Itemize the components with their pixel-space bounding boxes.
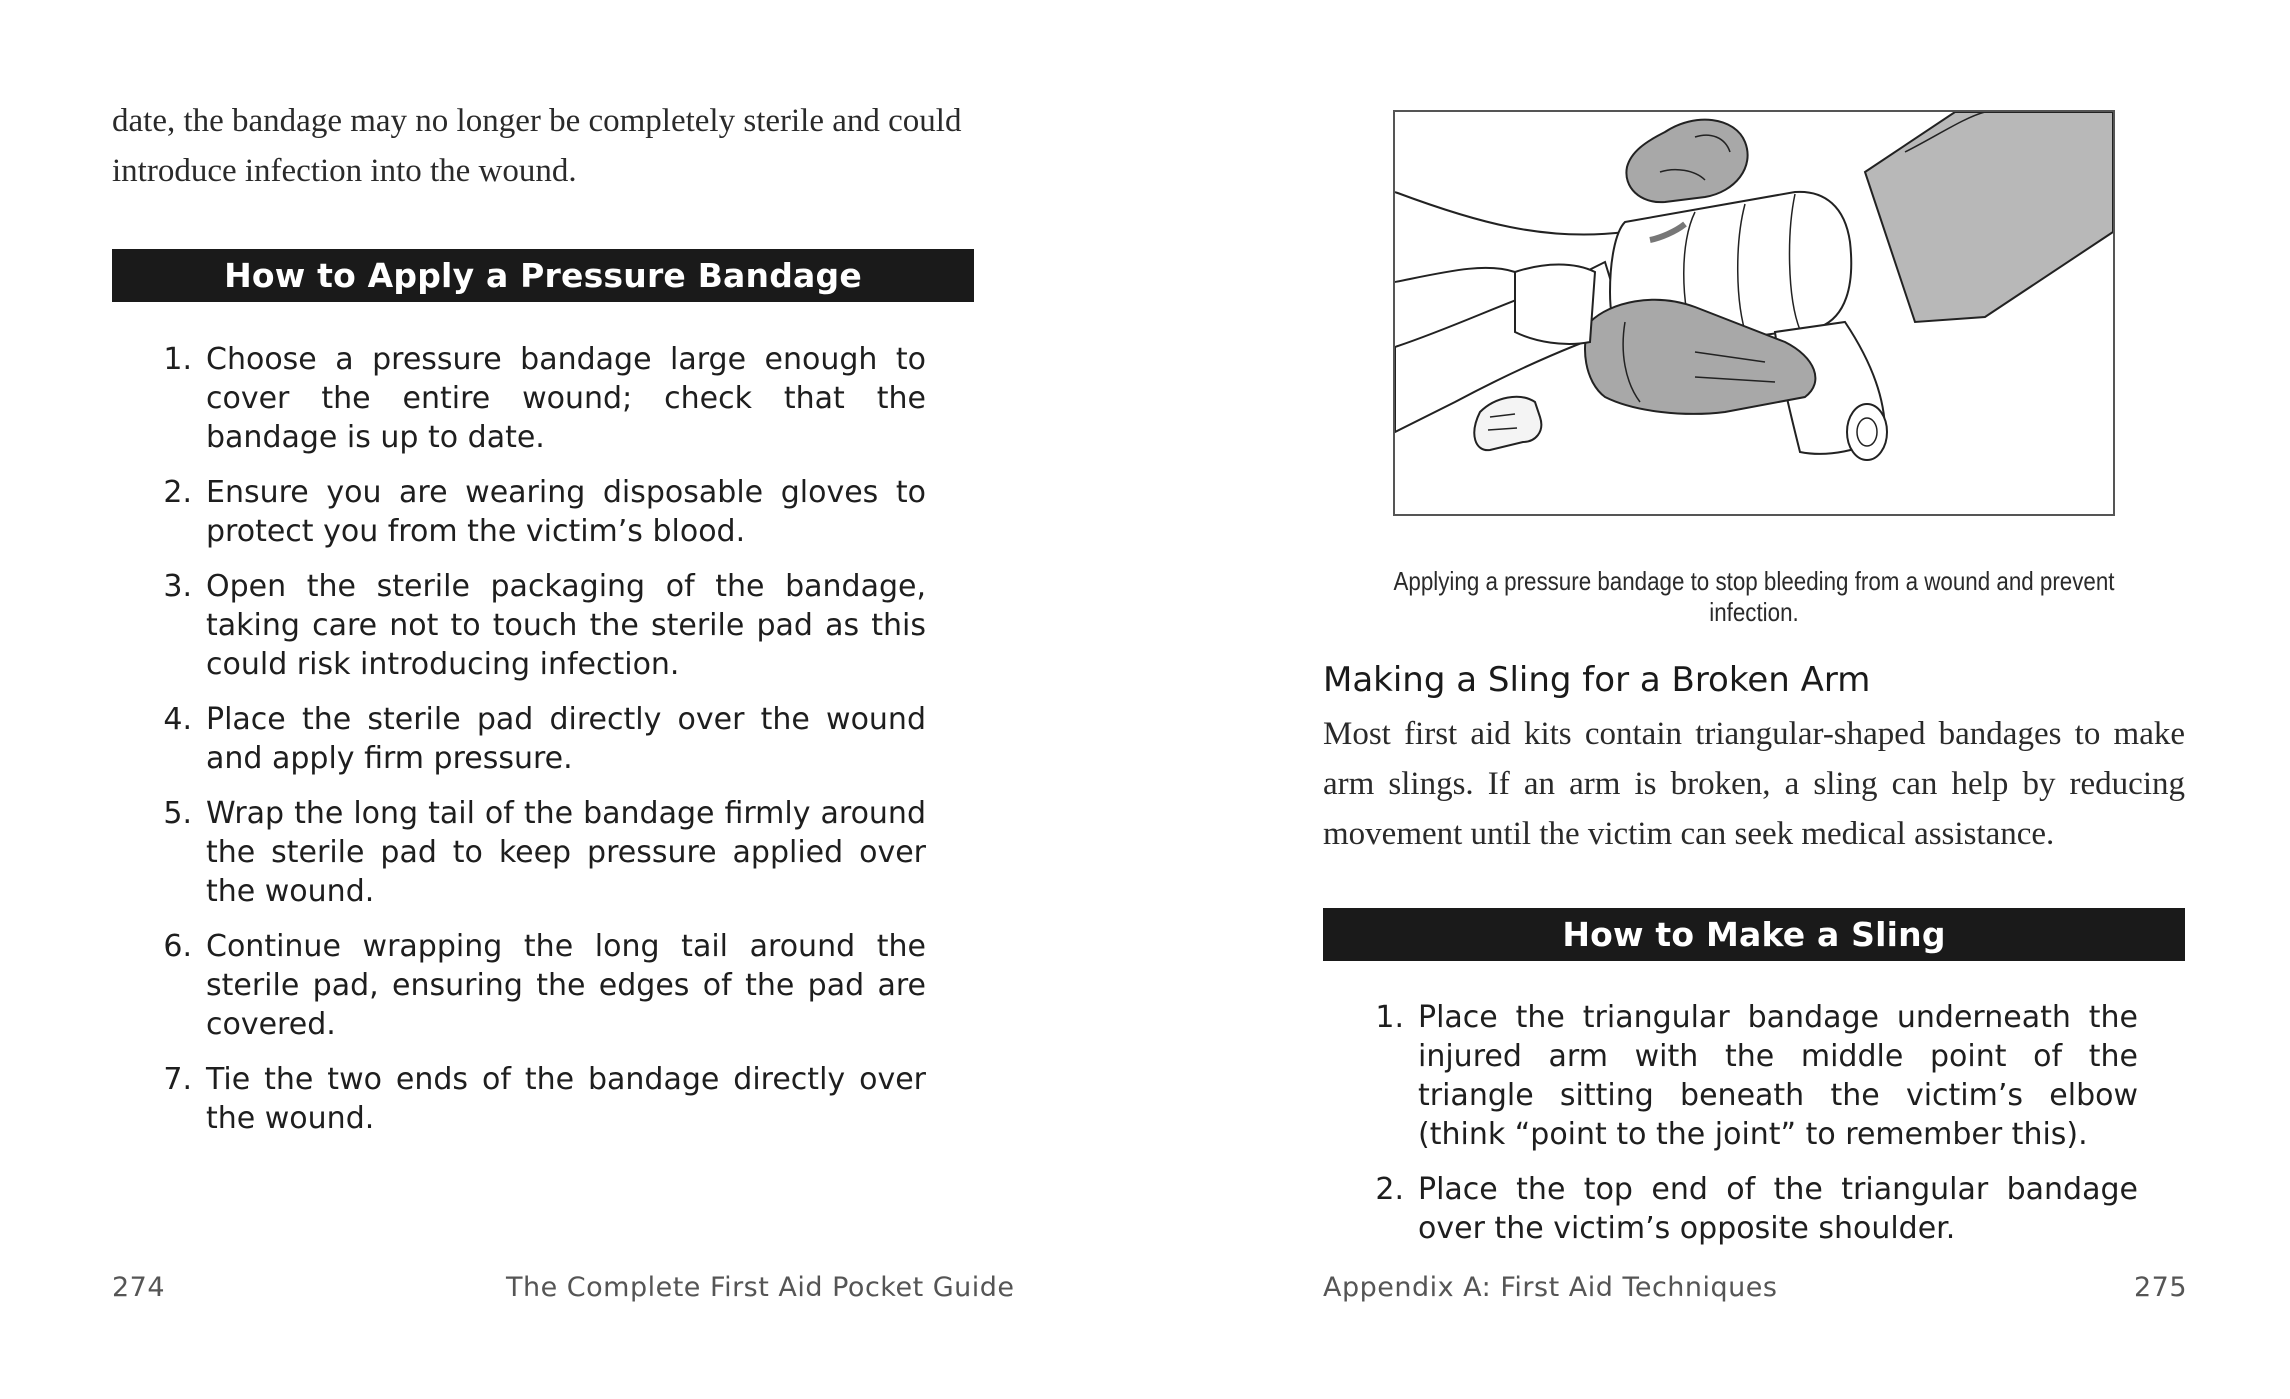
bandage-illustration (1393, 110, 2115, 516)
step-number: 5. (163, 796, 192, 831)
step-number: 1. (163, 342, 192, 377)
gloved-hands-bandaging-arm-icon (1395, 112, 2113, 514)
running-title-left: The Complete First Aid Pocket Guide (506, 1272, 1015, 1303)
intro-paragraph: date, the bandage may no longer be completely sterile and could introduce infection into the wound. (112, 103, 962, 189)
step-number: 6. (163, 929, 192, 964)
step-text: Open the sterile packaging of the bandage, taking care not to touch the sterile pad as this could risk introducing infection. (206, 569, 926, 682)
list-item (152, 700, 926, 778)
list-item (1364, 998, 2138, 1154)
step-text: Place the top end of the triangular bandage over the victim’s opposite shoulder. (1418, 1172, 2138, 1246)
step-text: Choose a pressure bandage large enough to cover the entire wound; check that the bandage is up to date. (206, 342, 926, 455)
step-number: 4. (163, 702, 192, 737)
list-item (152, 473, 926, 551)
step-number: 1. (1375, 1000, 1404, 1035)
sling-steps (1364, 998, 2138, 1264)
list-item (152, 927, 926, 1044)
step-text: Continue wrapping the long tail around the sterile pad, ensuring the edges of the pad are covered. (206, 929, 926, 1042)
sling-paragraph: Most first aid kits contain triangular-shaped bandages to make arm slings. If an arm is broken, a sling can help by reducing movement until the victim can seek medical assistance. (1323, 716, 2185, 852)
page-number-right: 275 (2134, 1272, 2188, 1303)
step-text: Wrap the long tail of the bandage firmly around the sterile pad to keep pressure applied over the wound. (206, 796, 926, 909)
step-text: Place the sterile pad directly over the wound and apply firm pressure. (206, 702, 926, 776)
list-item (152, 1060, 926, 1138)
figure-caption: Applying a pressure bandage to stop bleeding from a wound and prevent infection. (1393, 566, 2115, 627)
list-item (1364, 1170, 2138, 1248)
section-banner-pressure-bandage: How to Apply a Pressure Bandage (112, 249, 974, 302)
step-text: Place the triangular bandage underneath the injured arm with the middle point of the triangle sitting beneath the victim’s elbow (think “point to the joint” to remember this). (1418, 1000, 2138, 1152)
step-text: Tie the two ends of the bandage directly over the wound. (206, 1062, 926, 1136)
step-text: Ensure you are wearing disposable gloves to protect you from the victim’s blood. (206, 475, 926, 549)
list-item (152, 794, 926, 911)
section-banner-make-sling: How to Make a Sling (1323, 908, 2185, 961)
step-number: 2. (1375, 1172, 1404, 1207)
list-item (152, 567, 926, 684)
step-number: 3. (163, 569, 192, 604)
running-title-right: Appendix A: First Aid Techniques (1323, 1272, 1778, 1303)
step-number: 7. (163, 1062, 192, 1097)
list-item (152, 340, 926, 457)
page-number-left: 274 (112, 1272, 166, 1303)
step-number: 2. (163, 475, 192, 510)
pressure-bandage-steps (152, 340, 926, 1154)
section-subheading: Making a Sling for a Broken Arm (1323, 660, 1871, 700)
